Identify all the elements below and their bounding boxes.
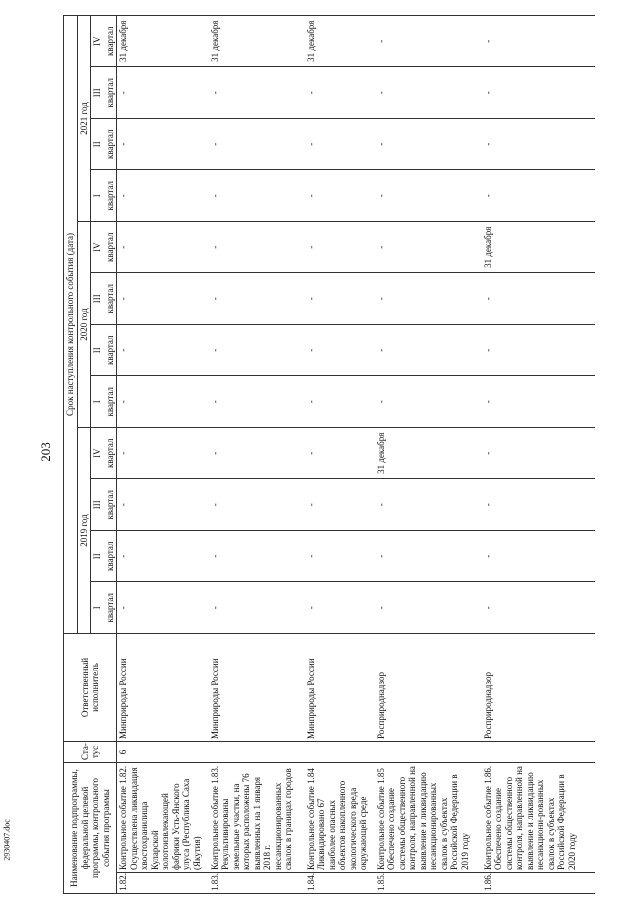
quarter-cell: - (482, 15, 595, 67)
header-quarter-number: I (91, 170, 104, 222)
header-year-2019: 2019 год (77, 428, 91, 634)
header-executor: Ответственный исполнитель (64, 634, 117, 742)
row-status (375, 742, 482, 763)
quarter-cell: - (482, 325, 595, 377)
quarter-cell: 31 декабря (117, 15, 209, 67)
quarter-cell: - (209, 479, 305, 531)
row-number: 1.86. (482, 873, 595, 894)
quarter-cell: - (305, 325, 375, 377)
quarter-cell: - (117, 479, 209, 531)
quarter-cell: - (305, 428, 375, 480)
quarter-cell: - (482, 170, 595, 222)
header-quarter-word: квартал (104, 222, 117, 274)
table-row (209, 15, 305, 893)
quarter-cell: - (375, 273, 482, 325)
quarter-cell: - (375, 222, 482, 274)
quarter-cell: - (482, 376, 595, 428)
footer-doc-id: 2930407.doc (2, 819, 12, 861)
header-quarter-word: квартал (104, 15, 117, 67)
quarter-cell: - (482, 273, 595, 325)
quarter-cell: - (375, 479, 482, 531)
quarter-cell: - (117, 428, 209, 480)
quarter-cell: - (375, 582, 482, 634)
quarter-cell: 31 декабря (209, 15, 305, 67)
header-quarter-number: II (91, 531, 104, 583)
quarter-cell: - (305, 222, 375, 274)
header-quarter-word: квартал (104, 119, 117, 171)
quarter-cell: - (482, 119, 595, 171)
header-quarter-number: III (91, 67, 104, 119)
header-quarter-number: II (91, 325, 104, 377)
quarter-cell: - (209, 222, 305, 274)
row-executor: Минприроды России (305, 634, 375, 742)
row-status: 6 (117, 742, 209, 763)
header-quarter-number: IV (91, 222, 104, 274)
quarter-cell: - (305, 67, 375, 119)
quarter-cell: - (209, 376, 305, 428)
row-executor: Росприроднадзор (375, 634, 482, 742)
header-quarter-word: квартал (104, 428, 117, 480)
header-name: Наименование подпрограммы, федеральной целевой программы, контрольного события программы (64, 763, 117, 894)
quarter-cell: - (482, 67, 595, 119)
quarter-cell: - (305, 119, 375, 171)
quarter-cell: - (209, 325, 305, 377)
quarter-cell: - (117, 273, 209, 325)
quarter-cell: - (305, 376, 375, 428)
quarter-cell: - (375, 15, 482, 67)
rotated-table-stage (63, 16, 577, 894)
quarter-cell: - (117, 582, 209, 634)
header-quarter-word: квартал (104, 582, 117, 634)
quarter-cell: - (117, 376, 209, 428)
row-number: 1.83. (209, 873, 305, 894)
row-status (482, 742, 595, 763)
row-executor: Минприроды России (117, 634, 209, 742)
header-quarter-number: I (91, 582, 104, 634)
row-number: 1.84. (305, 873, 375, 894)
quarter-cell: - (209, 428, 305, 480)
table-row (375, 15, 482, 893)
quarter-cell: - (305, 582, 375, 634)
row-name: Контрольное событие 1.85 Обеспечено создание системы общественного контроля, направленной на выявление и ликвидацию несанкционированных свалок в субъектах Российской Федерации в 2019 году (375, 763, 482, 873)
header-quarter-word: квартал (104, 325, 117, 377)
row-status (209, 742, 305, 763)
quarter-cell: - (117, 170, 209, 222)
row-name: Контрольное событие 1.84 Ликвидировано 67 наиболее опасных объектов накопленного экологического вреда окружающей среде (305, 763, 375, 873)
quarter-cell: - (117, 325, 209, 377)
quarter-cell: - (375, 170, 482, 222)
header-status: Ста-тус (64, 742, 117, 763)
header-quarter-number: III (91, 273, 104, 325)
row-name: Контрольное событие 1.83. Рекультивированы земельные участки, на которых расположены 76 выявленных на 1 января 2018 г. несанкционированных свалок в границах городов (209, 763, 305, 873)
quarter-cell: - (305, 479, 375, 531)
header-deadline: Срок наступления контрольного события (дата) (64, 15, 78, 633)
table-row (482, 15, 595, 893)
control-events-table (63, 15, 595, 894)
header-quarter-word: квартал (104, 376, 117, 428)
quarter-cell: - (117, 67, 209, 119)
quarter-cell: - (482, 479, 595, 531)
quarter-cell: - (117, 531, 209, 583)
header-quarter-number: IV (91, 428, 104, 480)
row-name: Контрольное событие 1.86. Обеспечено создание системы общественного контроля, направленной на выявление и ликвидацию несанкциони-рованных свалок в субъектах Российской Федерации в 2020 году (482, 763, 595, 873)
row-number: 1.82. (117, 873, 209, 894)
quarter-cell: - (305, 273, 375, 325)
header-quarter-number: III (91, 479, 104, 531)
quarter-cell: - (375, 376, 482, 428)
table-row (117, 15, 209, 893)
quarter-cell: - (209, 67, 305, 119)
quarter-cell: 31 декабря (375, 428, 482, 480)
header-quarter-word: квартал (104, 67, 117, 119)
quarter-cell: 31 декабря (305, 15, 375, 67)
quarter-cell: - (117, 222, 209, 274)
quarter-cell: - (209, 582, 305, 634)
header-quarter-number: IV (91, 15, 104, 67)
header-quarter-word: квартал (104, 479, 117, 531)
quarter-cell: - (482, 428, 595, 480)
row-executor: Минприроды России (209, 634, 305, 742)
quarter-cell: - (375, 67, 482, 119)
quarter-cell: - (375, 325, 482, 377)
header-year-2021: 2021 год (77, 15, 91, 221)
table-row (305, 15, 375, 893)
page-number: 203 (38, 442, 53, 462)
quarter-cell: - (209, 273, 305, 325)
quarter-cell: - (209, 531, 305, 583)
quarter-cell: - (482, 531, 595, 583)
header-quarter-number: I (91, 376, 104, 428)
row-status (305, 742, 375, 763)
header-quarter-word: квартал (104, 170, 117, 222)
quarter-cell: - (305, 531, 375, 583)
quarter-cell: 31 декабря (482, 222, 595, 274)
header-quarter-word: квартал (104, 273, 117, 325)
quarter-cell: - (209, 119, 305, 171)
header-year-2020: 2020 год (77, 222, 91, 428)
row-number: 1.85. (375, 873, 482, 894)
row-name: Контрольное событие 1.82. Осуществлена ликвидация хвостохранилища Куларской золотоизвлекающей фабрики Усть-Янского улуса (Республика Саха (Якутия) (117, 763, 209, 873)
quarter-cell: - (117, 119, 209, 171)
quarter-cell: - (482, 582, 595, 634)
header-quarter-number: II (91, 119, 104, 171)
quarter-cell: - (375, 531, 482, 583)
quarter-cell: - (375, 119, 482, 171)
header-quarter-word: квартал (104, 531, 117, 583)
quarter-cell: - (209, 170, 305, 222)
quarter-cell: - (305, 170, 375, 222)
row-executor: Росприроднадзор (482, 634, 595, 742)
